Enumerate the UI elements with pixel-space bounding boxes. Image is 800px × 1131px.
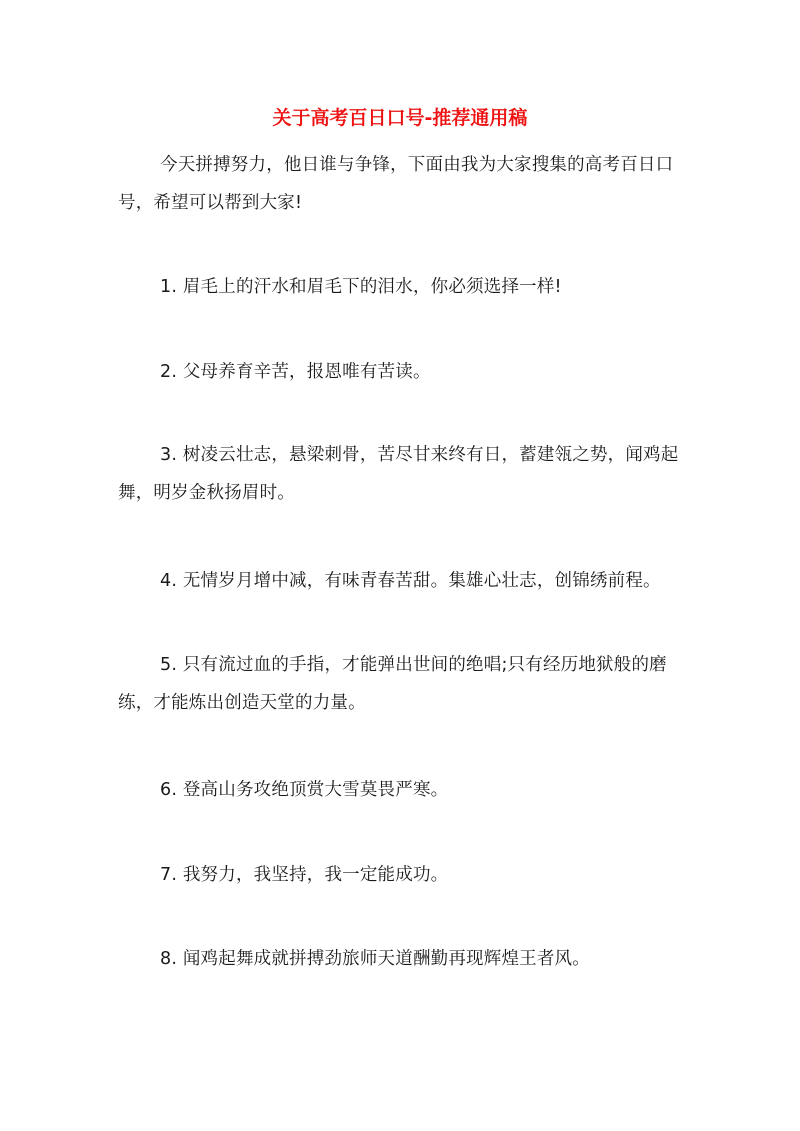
slogan-item-1: 1. 眉毛上的汗水和眉毛下的泪水，你必须选择一样! xyxy=(160,277,562,297)
slogan-item-8: 8. 闻鸡起舞成就拼搏劲旅师天道酬勤再现辉煌王者风。 xyxy=(160,949,590,969)
slogan-item-2: 2. 父母养育辛苦，报恩唯有苦读。 xyxy=(160,362,431,382)
slogan-item-5: 5. 只有流过血的手指，才能弹出世间的绝唱;只有经历地狱般的磨练，才能炼出创造天堂的力量。 xyxy=(118,655,667,713)
document-title: 关于高考百日口号-推荐通用稿 xyxy=(272,107,528,129)
slogan-item-4: 4. 无情岁月增中减，有味青春苦甜。集雄心壮志，创锦绣前程。 xyxy=(160,571,661,591)
slogan-item-7: 7. 我努力，我坚持，我一定能成功。 xyxy=(160,865,449,885)
slogan-item-6: 6. 登高山务攻绝顶赏大雪莫畏严寒。 xyxy=(160,780,449,800)
intro-paragraph: 今天拼搏努力，他日谁与争锋，下面由我为大家搜集的高考百日口号，希望可以帮到大家! xyxy=(118,155,674,213)
slogan-item-3: 3. 树凌云壮志，悬梁刺骨，苦尽甘来终有日，蓄建瓴之势，闻鸡起舞，明岁金秋扬眉时。 xyxy=(118,445,679,503)
